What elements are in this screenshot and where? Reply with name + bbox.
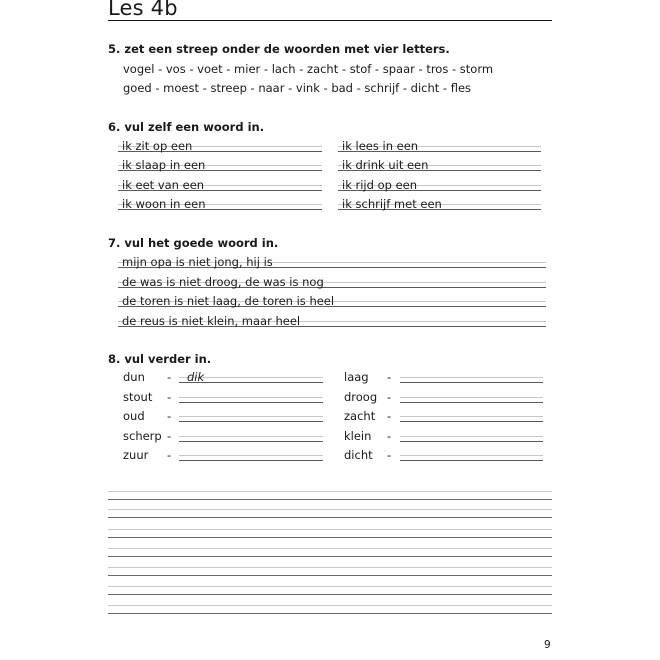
word-label: laag — [344, 370, 369, 384]
opposite-row-right-3 — [344, 408, 543, 425]
writing-guide-line — [108, 605, 552, 606]
word-label: klein — [344, 429, 372, 443]
opposite-row-left-2 — [123, 389, 323, 406]
word-label: oud — [123, 409, 145, 423]
sentence-start: ik slaap in een — [122, 158, 206, 172]
exercise-7-line-1[interactable] — [118, 253, 546, 270]
sentence-start: ik lees in een — [342, 139, 419, 153]
opposite-row-left-1 — [123, 369, 323, 386]
sentence-start: ik drink uit een — [342, 158, 429, 172]
exercise-6-instruction: 6. vul zelf een woord in. — [108, 120, 265, 134]
writing-guide-line — [108, 567, 552, 568]
writing-line[interactable] — [108, 556, 552, 557]
sentence-start: de reus is niet klein, maar heel — [122, 314, 301, 328]
title-rule — [108, 20, 552, 21]
word-label: droog — [344, 390, 378, 404]
exercise-5-instruction: 5. zet een streep onder de woorden met vier letters. — [108, 42, 450, 56]
writing-guide-line — [108, 491, 552, 492]
sentence-start: ik zit op een — [122, 139, 193, 153]
dash: - — [167, 429, 172, 443]
exercise-7-instruction: 7. vul het goede woord in. — [108, 236, 279, 250]
exercise-6-line-right-4[interactable] — [338, 195, 541, 212]
opposite-row-right-5 — [344, 447, 543, 464]
sentence-start: de was is niet droog, de was is nog — [122, 275, 324, 289]
word-label: zacht — [344, 409, 376, 423]
opposite-row-right-4 — [344, 428, 543, 445]
dash: - — [167, 409, 172, 423]
opposite-row-left-3 — [123, 408, 323, 425]
writing-guide-line — [108, 509, 552, 510]
sentence-start: ik eet van een — [122, 178, 205, 192]
page-number: 9 — [544, 639, 551, 651]
exercise-6-line-right-3[interactable] — [338, 176, 541, 193]
opposite-row-left-5 — [123, 447, 323, 464]
dash: - — [167, 370, 172, 384]
answer-line[interactable] — [179, 460, 323, 461]
word-label: stout — [123, 390, 153, 404]
word-label: dun — [123, 370, 145, 384]
sentence-start: ik woon in een — [122, 197, 206, 211]
writing-line[interactable] — [108, 594, 552, 595]
dash: - — [387, 390, 392, 404]
writing-line[interactable] — [108, 613, 552, 614]
exercise-5-words-row-1: vogel - vos - voet - mier - lach - zacht - stof - spaar - tros - storm — [123, 62, 494, 76]
answer-line[interactable] — [400, 402, 543, 403]
exercise-7-line-2[interactable] — [118, 273, 546, 290]
word-label: zuur — [123, 448, 149, 462]
page-title: Les 4b — [108, 0, 178, 20]
exercise-6-line-left-2[interactable] — [118, 156, 322, 173]
opposite-row-left-4 — [123, 428, 323, 445]
dash: - — [387, 429, 392, 443]
exercise-6-line-right-1[interactable] — [338, 137, 541, 154]
sentence-start: de toren is niet laag, de toren is heel — [122, 294, 335, 308]
sentence-start: mijn opa is niet jong, hij is — [122, 255, 273, 269]
writing-line[interactable] — [108, 537, 552, 538]
writing-line[interactable] — [108, 575, 552, 576]
exercise-5-words-row-2: goed - moest - streep - naar - vink - bad - schrijf - dicht - fles — [123, 81, 472, 95]
exercise-6-line-right-2[interactable] — [338, 156, 541, 173]
opposite-row-right-1 — [344, 369, 543, 386]
exercise-6-line-left-4[interactable] — [118, 195, 322, 212]
writing-line[interactable] — [108, 517, 552, 518]
answer-line[interactable] — [400, 460, 543, 461]
opposite-row-right-2 — [344, 389, 543, 406]
dash: - — [167, 390, 172, 404]
answer-line[interactable] — [179, 402, 323, 403]
exercise-6-line-left-1[interactable] — [118, 137, 322, 154]
dash: - — [387, 448, 392, 462]
answer-line[interactable] — [400, 421, 543, 422]
answer-line[interactable] — [400, 441, 543, 442]
dash: - — [387, 370, 392, 384]
writing-guide-line — [108, 548, 552, 549]
writing-line[interactable] — [108, 499, 552, 500]
word-label: scherp — [123, 429, 162, 443]
answer-text: dik — [187, 370, 205, 384]
exercise-7-line-4[interactable] — [118, 312, 546, 329]
exercise-6-line-left-3[interactable] — [118, 176, 322, 193]
writing-guide-line — [108, 529, 552, 530]
answer-line[interactable] — [179, 421, 323, 422]
exercise-8-instruction: 8. vul verder in. — [108, 352, 212, 366]
word-label: dicht — [344, 448, 373, 462]
answer-line[interactable] — [179, 441, 323, 442]
answer-line[interactable] — [400, 382, 543, 383]
writing-guide-line — [108, 586, 552, 587]
dash: - — [387, 409, 392, 423]
sentence-start: ik schrijf met een — [342, 197, 442, 211]
sentence-start: ik rijd op een — [342, 178, 418, 192]
dash: - — [167, 448, 172, 462]
exercise-7-line-3[interactable] — [118, 292, 546, 309]
